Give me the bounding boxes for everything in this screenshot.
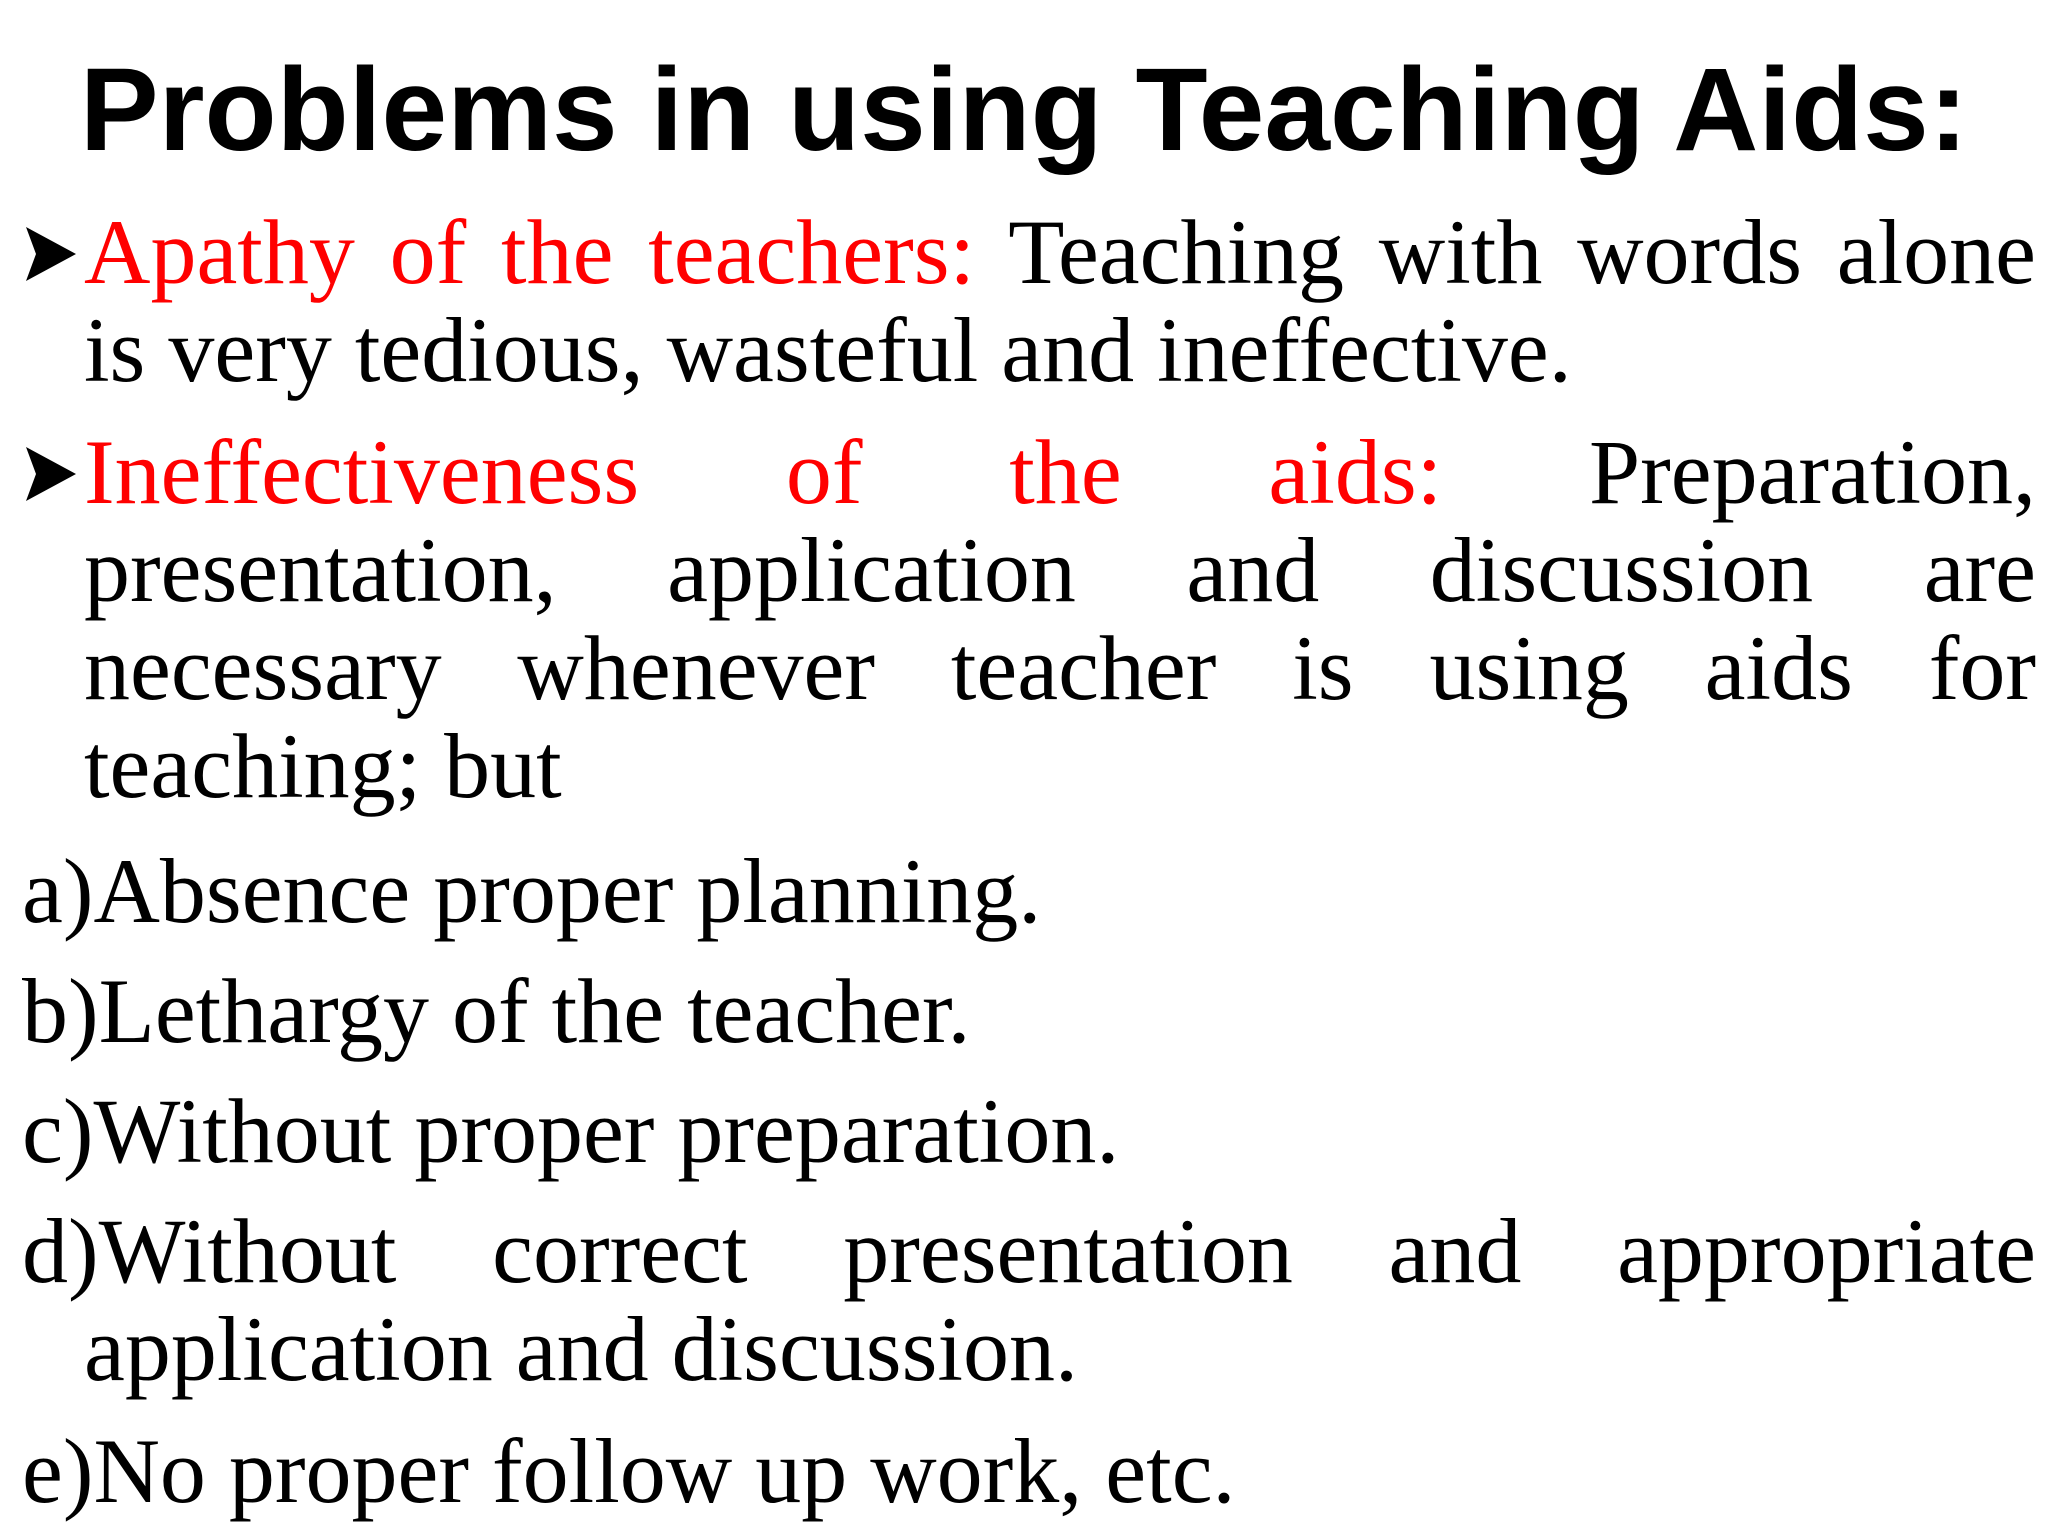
bullet-heading: Apathy of the teachers: <box>84 201 976 303</box>
sub-item-first-line <box>22 1202 2036 1300</box>
bullet-text: presentation, application and discussion are necessary whenever teacher is using aids for teaching; but <box>84 519 2036 817</box>
slide-title: Problems in using Teaching Aids: <box>79 44 1969 176</box>
sub-item-text: Lethargy of the teacher. <box>98 960 971 1062</box>
sub-item-c <box>22 1082 2036 1180</box>
sub-item-text: Absence proper planning. <box>93 840 1042 942</box>
sub-item-b <box>22 962 2036 1060</box>
sub-item-text-first: Without correct presentation and appropriate <box>98 1200 2036 1302</box>
bullet-point-ineffectiveness <box>84 423 2036 815</box>
sub-item-label: b) <box>22 960 99 1062</box>
sub-item-label: a) <box>22 840 94 942</box>
sub-item-d <box>22 1202 2036 1398</box>
bullet-text: Teaching with words alone is very tedious, wasteful and ineffective. <box>84 201 2036 401</box>
sub-item-text: Without proper preparation. <box>93 1080 1120 1182</box>
bullet-lead-line <box>84 423 2036 521</box>
sub-item-a <box>22 842 2036 940</box>
arrow-bullet-icon <box>22 203 80 301</box>
bullet-heading: Ineffectiveness of the aids: <box>84 421 1443 523</box>
bullet-point-apathy <box>84 203 2036 399</box>
bullet-text-first: Preparation, <box>1588 421 2036 523</box>
arrow-bullet-icon <box>22 423 80 521</box>
sub-item-label: c) <box>22 1080 94 1182</box>
sub-item-label: e) <box>22 1420 94 1522</box>
sub-item-text-rest: application and discussion. <box>84 1298 1078 1400</box>
sub-item-text: No proper follow up work, etc. <box>93 1420 1236 1522</box>
sub-item-label: d) <box>22 1200 99 1302</box>
sub-item-e <box>22 1422 2036 1520</box>
